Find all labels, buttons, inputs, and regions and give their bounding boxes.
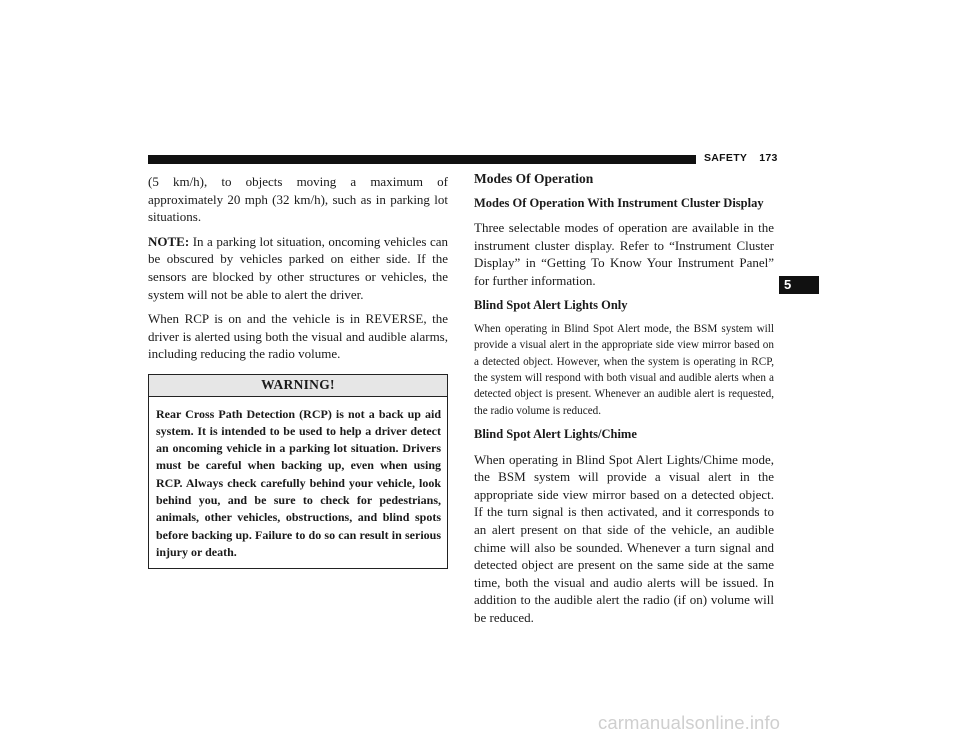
paragraph-modes: Three selectable modes of operation are available in the instrument cluster display. Refer to “Instrument Cluster Display” in “Getting To Know Your Instrument Panel” for further information.	[474, 220, 774, 288]
note-label: NOTE:	[148, 233, 190, 249]
note-text: In a parking lot situation, oncoming vehicles can be obscured by vehicles parked on either side. If the sensors are blocked by other structures or vehicles, the system will not be able to alert the driver.	[148, 233, 448, 302]
subheading-cluster-display: Modes Of Operation With Instrument Cluster Display	[474, 195, 764, 210]
section-title: SAFETY	[704, 152, 748, 164]
paragraph-lights-only: When operating in Blind Spot Alert mode, the BSM system will provide a visual alert in the appropriate side view mirror based on a detected object. However, when the system is operating in RCP, the system will respond with both visual and audible alerts when a detected object is present. Whenever an audible alert is requested, the radio volume is reduced.	[474, 323, 774, 417]
note-paragraph	[148, 233, 448, 303]
subheading-lights-only: Blind Spot Alert Lights Only	[474, 297, 628, 312]
subheading-lights-chime: Blind Spot Alert Lights/Chime	[474, 426, 637, 441]
paragraph-speed-range: (5 km/h), to objects moving a maximum of approximately 20 mph (32 km/h), such as in parking lot situations.	[148, 174, 448, 225]
warning-box	[148, 374, 448, 569]
page-number: 173	[759, 152, 778, 164]
header-rule	[148, 155, 696, 164]
watermark-text: carmanualsonline.info	[598, 712, 781, 733]
warning-title: WARNING!	[149, 375, 447, 397]
left-column	[148, 173, 448, 569]
paragraph-lights-chime: When operating in Blind Spot Alert Lights/Chime mode, the BSM system will provide a visual alert in the appropriate side view mirror based on a detected object. If the turn signal is then activated, and it corresponds to an alert present on that side of the vehicle, an audible chime will also be sounded. Whenever a turn signal and detected object are present on the same side at the same time, both the visual and audio alerts will be issued. In addition to the audible alert the radio (if on) volume will be reduced.	[474, 451, 774, 625]
warning-body: Rear Cross Path Detection (RCP) is not a back up aid system. It is intended to be used to help a driver detect an oncoming vehicle in a parking lot situation. Drivers must be careful when backing up, even when using RCP. Always check carefully behind your vehicle, look behind you, and be sure to check for pedestrians, animals, other vehicles, obstructions, and blind spots before backing up. Failure to do so can result in serious injury or death.	[156, 406, 441, 559]
heading-modes-of-operation: Modes Of Operation	[474, 171, 594, 186]
right-column	[474, 170, 774, 633]
running-header	[704, 152, 778, 164]
chapter-tab: 5	[779, 276, 819, 294]
paragraph-rcp-reverse: When RCP is on and the vehicle is in REVERSE, the driver is alerted using both the visual and audible alarms, including reducing the radio volume.	[148, 311, 448, 362]
